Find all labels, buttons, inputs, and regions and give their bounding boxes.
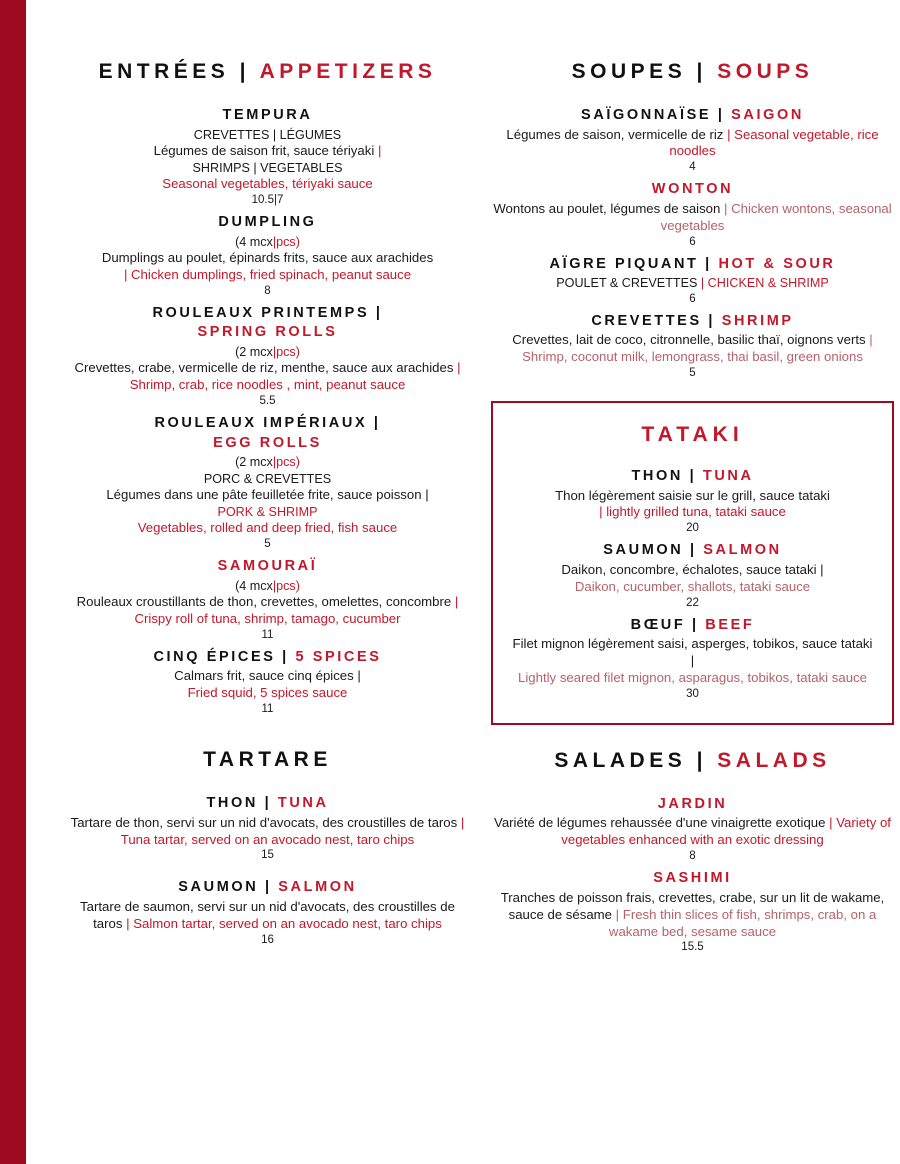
item-name-sep: |: [373, 415, 381, 432]
item-quantity: [66, 344, 469, 360]
menu-page: [26, 0, 900, 1164]
item-price: 4: [689, 161, 696, 174]
spacer: [66, 722, 469, 748]
item-desc-en-text: | Shrimp, crab, rice noodles , mint, peanut sauce: [129, 360, 461, 393]
menu-item-tataki-beef: [511, 616, 874, 700]
item-subtitle: [491, 275, 894, 291]
item-name: [66, 557, 469, 577]
item-name-sep: |: [375, 304, 383, 321]
item-price: 10.5|7: [251, 194, 284, 207]
item-desc: [491, 332, 894, 366]
section-title-soups-sep: |: [696, 60, 707, 83]
section-title-tartare: [66, 748, 469, 772]
item-price: 30: [686, 687, 699, 700]
item-name: [66, 414, 469, 453]
item-desc-fr-text: Wontons au poulet, légumes de saison: [493, 200, 721, 216]
item-name: [491, 312, 894, 332]
item-name: [511, 541, 874, 561]
item-quantity: [66, 234, 469, 250]
item-price: 6: [689, 292, 696, 305]
item-desc-en: [66, 267, 469, 284]
section-title-tataki: [511, 423, 874, 447]
item-name-en: SAIGON: [731, 107, 804, 123]
item-desc-fr-text: Tranches de poisson frais, crevettes, crabe, sur un lit de wakame, sauce de sésame: [500, 889, 885, 922]
item-name-en: SALMON: [703, 542, 782, 559]
item-desc-fr-text: Rouleaux croustillants de thon, crevettes, omelettes, concombre: [76, 593, 452, 609]
section-title-appetizers-en: APPETIZERS: [259, 60, 437, 83]
item-desc-en-text: | lightly grilled tuna, tataki sauce: [599, 504, 786, 520]
item-name-sep: |: [264, 879, 272, 896]
item-desc-fr: [66, 143, 469, 160]
item-name-en: TUNA: [277, 795, 329, 812]
section-title-salads-fr: SALADES: [554, 748, 687, 772]
item-price: 20: [686, 522, 699, 535]
item-quantity-en: pcs): [276, 344, 300, 359]
section-title-salads: [491, 749, 894, 773]
item-desc-en-text: Seasonal vegetables, tériyaki sauce: [162, 176, 373, 192]
item-desc-en: [66, 685, 469, 702]
item-desc-en-text: | Seasonal vegetable, rice noodles: [669, 126, 879, 159]
item-desc-fr: Calmars frit, sauce cinq épices |: [174, 668, 361, 684]
right-column: [491, 60, 894, 1154]
item-name-sep: |: [717, 107, 725, 123]
section-title-tataki-fr: TATAKI: [641, 422, 744, 446]
menu-item-saigon-soup: [491, 106, 894, 173]
item-desc-fr-text: Tartare de thon, servi sur un nid d'avocats, des croustilles de taros: [70, 814, 458, 830]
menu-item-hot-sour-soup: [491, 255, 894, 305]
item-name-en: SHRIMP: [721, 312, 794, 329]
item-desc-fr-text: Variété de légumes rehaussée d'une vinaigrette exotique: [494, 815, 826, 831]
item-quantity-fr: (2 mcx: [235, 455, 273, 470]
section-title-appetizers: [66, 60, 469, 84]
menu-item-egg-rolls: [66, 414, 469, 550]
item-name-en: BEEF: [705, 616, 755, 633]
menu-item-spring-rolls: [66, 304, 469, 407]
item-name: [511, 467, 874, 487]
item-desc-en-text: Fried squid, 5 spices sauce: [187, 685, 348, 701]
item-subtitle-fr: POULET & CREVETTES: [556, 276, 698, 291]
item-price: 8: [264, 284, 271, 297]
item-name-fr: THON: [631, 467, 683, 484]
item-name-en: TUNA: [702, 467, 754, 484]
item-name-fr: ROULEAUX PRINTEMPS: [152, 304, 370, 321]
item-subtitle-en: [66, 160, 469, 176]
item-name-en: SPRING ROLLS: [197, 324, 338, 341]
item-price: 5.5: [259, 395, 276, 408]
menu-item-tartare-tuna: [66, 794, 469, 861]
item-desc-en: [66, 520, 469, 537]
item-desc: [491, 815, 894, 849]
item-name: [66, 106, 469, 126]
menu-item-shrimp-soup: [491, 312, 894, 379]
item-price: 8: [689, 850, 696, 863]
left-accent-bar: [0, 0, 26, 1164]
item-desc-en: [511, 504, 874, 521]
section-title-tartare-fr: TARTARE: [203, 748, 332, 772]
menu-item-tempura: [66, 106, 469, 206]
item-desc: [66, 594, 469, 628]
item-desc: [491, 201, 894, 235]
item-name-en: EGG ROLLS: [213, 434, 322, 451]
item-price: 5: [689, 366, 696, 379]
item-desc-en: [511, 579, 874, 596]
item-subtitle-en: CHICKEN & SHRIMP: [707, 276, 829, 291]
item-desc: [491, 127, 894, 161]
item-name-fr: SASHIMI: [653, 870, 732, 887]
item-name-fr: CREVETTES: [591, 312, 702, 329]
item-subtitle-fr: CREVETTES | LÉGUMES: [193, 127, 342, 142]
menu-item-garden-salad: [491, 795, 894, 862]
item-quantity: [66, 454, 469, 470]
item-desc: [491, 890, 894, 941]
item-quantity: [66, 578, 469, 594]
item-name-fr: SAUMON: [178, 879, 259, 896]
menu-item-tartare-salmon: [66, 878, 469, 945]
item-quantity-sep: |: [272, 234, 277, 249]
item-name-fr: JARDIN: [657, 795, 728, 812]
item-name-fr: SAÏGONNAÏSE: [581, 107, 712, 123]
item-desc: [66, 360, 469, 394]
section-title-salads-sep: |: [696, 748, 707, 772]
item-price: 15: [261, 849, 274, 862]
item-name: [511, 616, 874, 636]
tataki-section-box: [491, 401, 894, 725]
item-subtitle-en: [66, 504, 469, 520]
section-title-soups: [491, 60, 894, 84]
item-name: [66, 213, 469, 233]
menu-item-wonton-soup: [491, 180, 894, 247]
item-price: 5: [264, 538, 271, 551]
menu-item-tataki-salmon: [511, 541, 874, 608]
item-name-sep: |: [689, 542, 697, 559]
item-desc-fr: Légumes dans une pâte feuilletée frite, sauce poisson |: [106, 486, 429, 502]
item-name: [491, 795, 894, 815]
item-desc-fr: Filet mignon légèrement saisi, asperges, tobikos, sauce tataki |: [512, 636, 873, 669]
item-price: 11: [261, 628, 274, 641]
item-desc-fr: Dumplings au poulet, épinards frits, sauce aux arachides: [101, 249, 434, 265]
item-desc-en-text: Lightly seared filet mignon, asparagus, tobikos, tataki sauce: [518, 669, 867, 685]
item-name: [491, 106, 894, 126]
item-desc-fr: Daikon, concombre, échalotes, sauce tataki |: [561, 561, 824, 577]
item-name-sep: |: [282, 648, 289, 665]
item-desc: [66, 815, 469, 849]
item-name-en: HOT & SOUR: [718, 255, 836, 272]
item-desc-fr-text: Légumes de saison frit, sauce tériyaki: [153, 142, 375, 158]
menu-item-sashimi-salad: [491, 869, 894, 953]
item-name-fr: BŒUF: [630, 616, 686, 633]
item-name: [66, 304, 469, 343]
item-desc-en-text: | Chicken dumplings, fried spinach, peanut sauce: [123, 266, 412, 282]
item-name-sep: |: [689, 467, 697, 484]
section-title-soups-fr: SOUPES: [571, 60, 687, 83]
item-desc-en-text: Daikon, cucumber, shallots, tataki sauce: [574, 578, 811, 594]
item-name: [66, 794, 469, 814]
item-subtitle-en-text: SHRIMPS | VEGETABLES: [192, 160, 343, 175]
item-desc-en-text: | Salmon tartar, served on an avocado nest, taro chips: [126, 915, 442, 931]
section-title-salads-en: SALADS: [717, 748, 831, 772]
item-desc-en-text: | Crispy roll of tuna, shrimp, tamago, cucumber: [134, 593, 459, 626]
item-quantity-sep: |: [272, 578, 277, 593]
item-subtitle-sep: |: [700, 276, 705, 291]
item-name: [66, 878, 469, 898]
item-name-en: SALMON: [278, 879, 357, 896]
item-desc-en-text: | Chicken wontons, seasonal vegetables: [660, 200, 892, 233]
item-price: 11: [261, 703, 274, 716]
item-name-sep: |: [691, 616, 699, 633]
item-desc-en-text: | Fresh thin slices of fish, shrimps, crab, on a wakame bed, sesame sauce: [608, 906, 877, 939]
item-desc-fr: Thon légèrement saisie sur le grill, sauce tataki: [555, 487, 830, 503]
item-price: 15.5: [681, 941, 704, 954]
item-name-fr: SAMOURAÏ: [217, 558, 318, 575]
item-desc-en-text: | Tuna tartar, served on an avocado nest, taro chips: [120, 814, 465, 847]
item-name-sep: |: [708, 312, 716, 329]
item-desc-en-text: Vegetables, rolled and deep fried, fish sauce: [137, 520, 398, 536]
item-price: 6: [689, 235, 696, 248]
item-name-fr: SAUMON: [603, 542, 684, 559]
item-name: [491, 255, 894, 275]
section-title-appetizers-sep: |: [239, 60, 250, 83]
item-desc-sep: |: [377, 142, 382, 158]
item-desc-en-text: | Shrimp, coconut milk, lemongrass, thai basil, green onions: [522, 332, 873, 365]
item-name-fr: WONTON: [651, 181, 734, 198]
item-desc-en-text: | Variety of vegetables enhanced with an exotic dressing: [561, 815, 891, 848]
item-quantity-fr: (2 mcx: [235, 344, 273, 359]
item-price: 16: [261, 933, 274, 946]
item-name-en: 5 SPICES: [295, 648, 382, 665]
item-name-fr: DUMPLING: [218, 214, 317, 231]
item-name-fr: CINQ ÉPICES: [153, 648, 276, 665]
section-title-soups-en: SOUPS: [717, 60, 814, 83]
item-quantity-sep: |: [272, 344, 277, 359]
menu-item-cinq-epices: [66, 648, 469, 715]
item-name-fr: THON: [206, 795, 258, 812]
item-quantity-en: pcs): [276, 234, 300, 249]
item-quantity-sep: |: [272, 455, 277, 470]
item-name: [491, 869, 894, 889]
item-name-fr: AÏGRE PIQUANT: [549, 255, 699, 272]
item-desc-fr-text: Légumes de saison, vermicelle de riz: [506, 126, 724, 142]
item-desc-fr-text: Crevettes, lait de coco, citronnelle, basilic thaï, oignons verts: [512, 332, 866, 348]
item-name-sep: |: [264, 795, 272, 812]
item-quantity-fr: (4 mcx: [235, 234, 273, 249]
menu-item-tataki-tuna: [511, 467, 874, 534]
left-column: [66, 60, 469, 1154]
menu-item-dumpling: [66, 213, 469, 297]
item-desc-en: [511, 670, 874, 687]
item-desc-fr-text: Tartare de saumon, servi sur un nid d'avocats, des croustilles de taros: [80, 898, 455, 931]
item-quantity-fr: (4 mcx: [235, 578, 273, 593]
item-quantity-en: pcs): [276, 578, 300, 593]
item-name: [491, 180, 894, 200]
item-desc-en: [66, 176, 469, 193]
item-name-sep: |: [705, 255, 712, 272]
item-name-fr: ROULEAUX IMPÉRIAUX: [154, 415, 368, 432]
item-subtitle-en-text: PORK & SHRIMP: [217, 504, 318, 519]
section-title-appetizers-fr: ENTRÉES: [98, 60, 230, 83]
item-subtitle-fr: PORC & CREVETTES: [203, 471, 332, 486]
item-price: 22: [686, 596, 699, 609]
item-desc: [66, 899, 469, 933]
spacer: [66, 868, 469, 878]
item-name-fr: TEMPURA: [222, 107, 313, 123]
item-quantity-en: pcs): [276, 455, 300, 470]
menu-item-samourai: [66, 557, 469, 641]
item-desc-fr-text: Crevettes, crabe, vermicelle de riz, menthe, sauce aux arachides: [74, 360, 454, 376]
item-name: [66, 648, 469, 668]
